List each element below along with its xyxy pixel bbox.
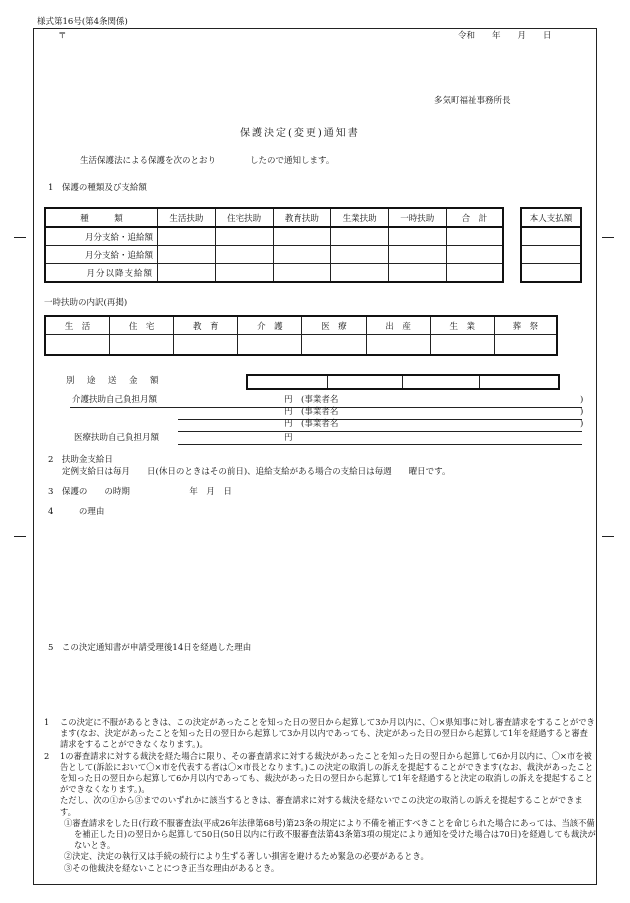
frame-top: [33, 28, 597, 29]
condition-3: ③その他裁決を経ないことにつき正当な理由があるとき。: [64, 862, 280, 873]
table-cell: [521, 227, 581, 246]
col-header-education: 教育扶助: [273, 208, 331, 227]
table-cell: [446, 227, 503, 246]
col-header-occupation: 生業扶助: [331, 208, 389, 227]
temp-col-housing: 住 宅: [110, 316, 174, 335]
amount-table: [44, 207, 504, 283]
note-number: 2: [44, 750, 50, 761]
postal-mark: 〒: [58, 31, 67, 41]
remit-cell: [328, 375, 403, 389]
table-cell: [158, 227, 216, 246]
frame-left: [33, 28, 34, 884]
temp-col-nursing: 介 護: [238, 316, 302, 335]
temp-col-living: 生 活: [45, 316, 110, 335]
frame-bottom: [33, 884, 597, 885]
table-cell: [388, 246, 446, 264]
table-cell: [215, 227, 273, 246]
table-cell: [446, 264, 503, 283]
temp-col-funeral: 葬 祭: [494, 316, 557, 335]
row-label-2: 月分支給・追給額: [45, 246, 158, 264]
table-cell: [45, 335, 110, 355]
table-cell: [388, 264, 446, 283]
note-text: この決定に不服があるときは、この決定があったことを知った日の翌日から起算して3か月以内に、〇×県知事に対し審査請求をすることができます(なお、決定があったことを知った日の翌日から起算して3か月以内であっても、決定があった日の翌日から起算して1年を経過すると審査請求をすることができなくなります。)。: [60, 717, 595, 750]
temp-col-occupation: 生 業: [430, 316, 494, 335]
document-title: 保護決定(変更)通知書: [240, 128, 360, 139]
table-cell: [273, 246, 331, 264]
table-cell: [215, 246, 273, 264]
underline: [178, 431, 582, 432]
issuer-name: 多気町福祉事務所長: [434, 96, 511, 106]
section4-line: 4 の理由: [48, 507, 105, 517]
note-number: 1: [44, 717, 50, 727]
intro-text: 生活保護法による保護を次のとおり したので通知します。: [80, 156, 335, 166]
close-paren-1: ): [580, 395, 584, 405]
frame-right: [596, 28, 597, 884]
table-cell: [430, 335, 494, 355]
row-label-1: 月分支給・追給額: [45, 227, 158, 246]
table-cell: [158, 264, 216, 283]
table-cell: [388, 227, 446, 246]
remit-cell: [403, 375, 479, 389]
col-header-type: 種 類: [45, 208, 158, 227]
table-cell: [215, 264, 273, 283]
temp-aid-table: [44, 315, 558, 356]
table-cell: [494, 335, 557, 355]
form-number: 様式第16号(第4条関係): [37, 17, 128, 27]
section2-text: 定例支給日は毎月 日(休日のときはその前日)、追給支給がある場合の支給日は毎週 曜日です。: [62, 467, 451, 477]
fold-mark-right-2: [602, 536, 614, 537]
col-header-housing: 住宅扶助: [215, 208, 273, 227]
medical-copay-label: 医療扶助自己負担月額: [74, 433, 160, 443]
table-cell: [238, 335, 302, 355]
underline: [178, 444, 582, 445]
table-cell: [302, 335, 366, 355]
note-1: [44, 717, 596, 751]
note-2-proviso: ただし、次の①から③までのいずれかに該当するときは、審査請求に対する裁決を経ないでこの決定の取消しの訴えを提起することができます。: [60, 795, 583, 817]
note-2: [44, 751, 596, 796]
table-cell: [174, 335, 238, 355]
table-cell: [158, 246, 216, 264]
condition-2: ②決定、決定の執行又は手続の続行により生ずる著しい損害を避けるため緊急の必要があるとき。: [64, 851, 429, 862]
remit-box: [246, 374, 560, 390]
section5-line: 5 この決定通知書が申請受理後14日を経過した理由: [48, 643, 252, 653]
section2-heading: 2 扶助金支給日: [48, 455, 113, 465]
close-paren-2: ): [580, 407, 584, 417]
table-cell: [331, 227, 389, 246]
table-cell: [110, 335, 174, 355]
section1-heading: 1 保護の種類及び支給額: [48, 183, 147, 193]
note-text: 1の審査請求に対する裁決を経た場合に限り、その審査請求に対する裁決があったことを知った日の翌日から起算して6か月以内に、〇×市を被告として(訴訟において〇×市を代表する者は〇×市長となります。)この決定の取消しの訴えを提起することができます(なお、裁決があったことを知った日の翌日から起算して6か月以内であっても、裁決があった日の翌日から起算して1年を経過すると決定の取消しの訴えを提起することができなくなります。)。: [60, 750, 594, 795]
underline: [178, 419, 582, 420]
temp-col-childbirth: 出 産: [366, 316, 430, 335]
row-label-3: 月分以降支給額: [45, 264, 158, 283]
fold-mark-left-1: [14, 237, 26, 238]
condition-1: ①審査請求をした日(行政不服審査法(平成26年法律第68号)第23条の規定により不備を補正すべきことを命じられた場合にあっては、当該不備を補正した日)の翌日から起算して50日(50日以内に行政不服審査法第43条第3項の規定により通知を受けた場合は70日)を経過しても裁決がないとき。: [64, 817, 596, 851]
fold-mark-left-2: [14, 536, 26, 537]
table-cell: [366, 335, 430, 355]
table-cell: [273, 227, 331, 246]
col-header-total: 合 計: [446, 208, 503, 227]
care-copay-label: 介護扶助自己負担月額: [72, 395, 158, 405]
self-payment-table: [520, 207, 582, 283]
self-payment-header: 本人支払額: [521, 208, 581, 227]
col-header-living: 生活扶助: [158, 208, 216, 227]
temp-col-education: 教 育: [174, 316, 238, 335]
yen-medical: 円: [284, 433, 293, 443]
remit-cell: [247, 375, 328, 389]
legal-notes: [44, 717, 596, 874]
table-cell: [273, 264, 331, 283]
close-paren-3: ): [580, 419, 584, 429]
table-cell: [446, 246, 503, 264]
remit-cell: [479, 375, 559, 389]
yen-line-2: 円 (事業者名: [284, 407, 339, 417]
remit-label: 別 途 送 金 額: [66, 376, 161, 386]
yen-line-1: 円 (事業者名: [284, 395, 339, 405]
table-cell: [331, 246, 389, 264]
col-header-temporary: 一時扶助: [388, 208, 446, 227]
table-cell: [521, 246, 581, 264]
issue-date: 令和 年 月 日: [458, 31, 552, 41]
temp-col-medical: 医 療: [302, 316, 366, 335]
table-cell: [331, 264, 389, 283]
section3-line: 3 保護の の時期 年 月 日: [48, 487, 232, 497]
table-cell: [521, 264, 581, 283]
fold-mark-right-1: [602, 237, 614, 238]
yen-line-3: 円 (事業者名: [284, 419, 339, 429]
temp-aid-heading: 一時扶助の内訳(再掲): [44, 298, 128, 308]
